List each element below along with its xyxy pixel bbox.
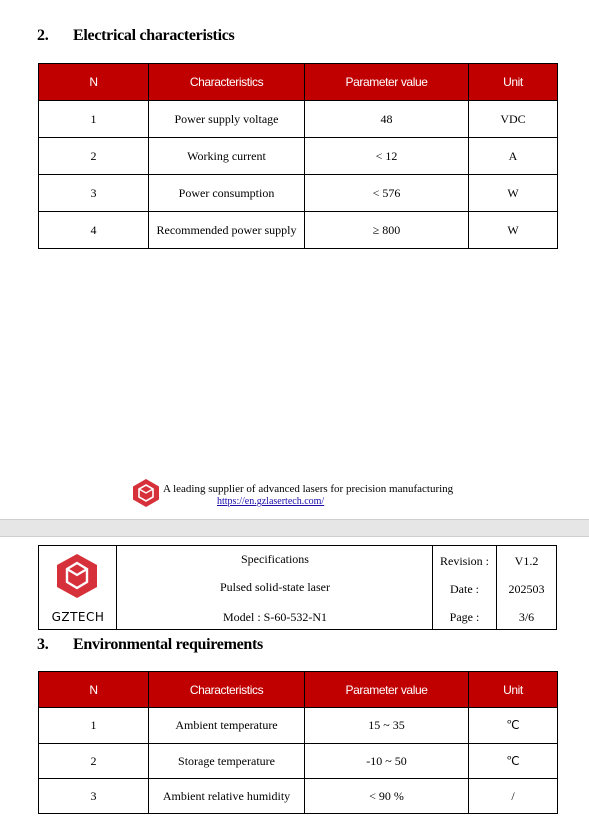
section-title: Environmental requirements: [73, 636, 263, 653]
table-header-row: [39, 64, 558, 101]
cell-unit: W: [469, 175, 558, 212]
cell-characteristic: Storage temperature: [149, 744, 305, 779]
header-characteristics: Characteristics: [149, 64, 305, 101]
cell-n: 1: [39, 101, 149, 138]
header-title-cell: [117, 546, 433, 629]
cell-value: 48: [305, 101, 469, 138]
header-parameter-value: Parameter value: [305, 672, 469, 708]
cell-unit: ℃: [469, 708, 558, 744]
brand-name: GZTECH: [51, 610, 105, 624]
section-heading-environmental: [37, 636, 263, 654]
page-separator: [0, 519, 589, 537]
environmental-table: [38, 671, 558, 814]
cell-value: < 90 %: [305, 779, 469, 814]
document-header: [38, 545, 557, 630]
cell-characteristic: Working current: [149, 138, 305, 175]
table-header-row: [39, 672, 558, 708]
cell-n: 3: [39, 779, 149, 814]
table-row: [39, 744, 558, 779]
table-row: [39, 101, 558, 138]
table-row: [39, 212, 558, 249]
footer-website-link[interactable]: https://en.gzlasertech.com/: [217, 496, 325, 507]
header-unit: Unit: [469, 64, 558, 101]
header-n: N: [39, 672, 149, 708]
doc-title: Specifications: [241, 552, 309, 566]
section-title: Electrical characteristics: [73, 27, 235, 44]
cell-unit: W: [469, 212, 558, 249]
cell-value: < 12: [305, 138, 469, 175]
header-labels-cell: [433, 546, 497, 629]
cell-value: ≥ 800: [305, 212, 469, 249]
cell-characteristic: Recommended power supply: [149, 212, 305, 249]
cell-unit: A: [469, 138, 558, 175]
header-n: N: [39, 64, 149, 101]
header-characteristics: Characteristics: [149, 672, 305, 708]
cell-n: 2: [39, 744, 149, 779]
footer-tagline: A leading supplier of advanced lasers for precision manufacturing: [163, 483, 454, 495]
cell-value: < 576: [305, 175, 469, 212]
date-value: 202503: [508, 582, 545, 596]
gztech-logo-icon: [53, 552, 101, 600]
cell-characteristic: Ambient temperature: [149, 708, 305, 744]
cell-unit: VDC: [469, 101, 558, 138]
doc-subtitle: Pulsed solid-state laser: [220, 580, 330, 594]
section-number: 3.: [37, 636, 49, 653]
table-row: [39, 779, 558, 814]
page-label: Page :: [449, 610, 480, 624]
cell-n: 1: [39, 708, 149, 744]
cell-characteristic: Ambient relative humidity: [149, 779, 305, 814]
header-unit: Unit: [469, 672, 558, 708]
page-value: 3/6: [518, 610, 535, 624]
cell-n: 2: [39, 138, 149, 175]
cell-value: 15 ~ 35: [305, 708, 469, 744]
cell-n: 4: [39, 212, 149, 249]
header-values-cell: [497, 546, 556, 629]
section-heading-electrical: [37, 27, 234, 45]
header-parameter-value: Parameter value: [305, 64, 469, 101]
section-number: 2.: [37, 27, 49, 44]
revision-label: Revision :: [439, 554, 489, 568]
cell-unit: /: [469, 779, 558, 814]
table-row: [39, 138, 558, 175]
revision-value: V1.2: [514, 554, 539, 568]
doc-model: Model : S-60-532-N1: [223, 610, 327, 624]
cell-value: -10 ~ 50: [305, 744, 469, 779]
table-row: [39, 708, 558, 744]
cell-unit: ℃: [469, 744, 558, 779]
gztech-logo-icon: [131, 478, 161, 508]
electrical-table: [38, 63, 558, 249]
cell-characteristic: Power consumption: [149, 175, 305, 212]
header-logo-cell: [39, 546, 117, 629]
cell-characteristic: Power supply voltage: [149, 101, 305, 138]
table-row: [39, 175, 558, 212]
cell-n: 3: [39, 175, 149, 212]
date-label: Date :: [450, 582, 479, 596]
